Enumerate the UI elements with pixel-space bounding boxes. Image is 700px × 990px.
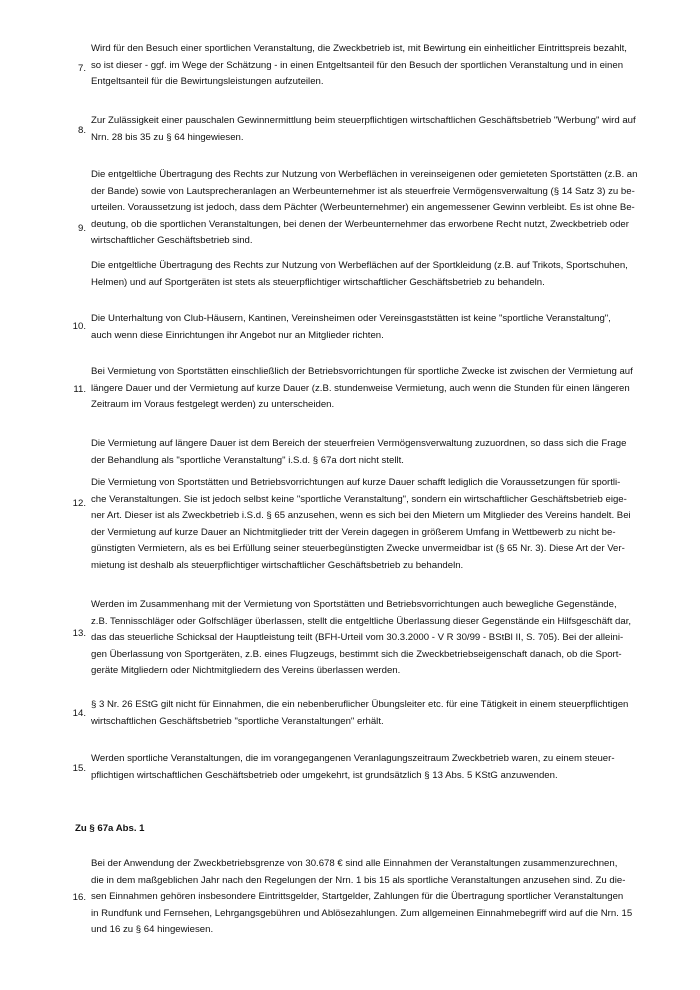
text-line: Zur Zulässigkeit einer pauschalen Gewinnermittlung beim steuerpflichtigen wirtschaftlichen Geschäftsbetrieb "Werbung" wird auf bbox=[91, 115, 636, 126]
text-line: Entgeltsanteil für die Bewirtungsleistungen aufzuteilen. bbox=[91, 76, 324, 87]
paragraph bbox=[91, 364, 633, 414]
text-line: längere Dauer und der Vermietung auf kurze Dauer (z.B. stundenweise Vermietung, auch wenn die Stunden für einen längeren bbox=[91, 382, 630, 394]
text-line: Werden im Zusammenhang mit der Vermietung von Sportstätten und Betriebsvorrichtungen auch bewegliche Gegenstände, bbox=[91, 599, 617, 610]
paragraph bbox=[91, 41, 627, 91]
item-number: 12. bbox=[72, 498, 86, 509]
paragraph bbox=[91, 311, 619, 344]
text-line: Die Vermietung von Sportstätten und Betriebsvorrichtungen auf kurze Dauer schafft lediglich die Voraussetzungen für sportli- bbox=[91, 477, 621, 488]
text-line: Die Vermietung auf längere Dauer ist dem Bereich der steuerfreien Vermögensverwaltung zuzuordnen, so dass sich die Frage bbox=[91, 438, 627, 449]
text-line: Die entgeltliche Übertragung des Rechts zur Nutzung von Werbeflächen auf der Sportkleidung (z.B. auf Trikots, Sportschuhen, bbox=[91, 260, 628, 271]
item-number: 14. bbox=[72, 708, 86, 719]
text-line: der Vermietung auf kurze Dauer an Nichtmitglieder tritt der Verein dagegen in größerem Umfang in Wettbewerb zu nicht be- bbox=[91, 526, 616, 538]
text-line: sen Einnahmen gehören insbesondere Eintrittsgelder, Startgelder, Zahlungen für die Übertragung sportlicher Veranstaltungen bbox=[91, 891, 624, 902]
paragraph bbox=[91, 258, 628, 291]
text-line: Werden sportliche Veranstaltungen, die im vorangegangenen Veranlagungszeitraum Zweckbetrieb waren, zu einem steuer- bbox=[91, 753, 615, 764]
item-number: 10. bbox=[72, 321, 86, 332]
text-line: Nrn. 28 bis 35 zu § 64 hingewiesen. bbox=[91, 131, 244, 143]
text-line: Zeitraum im Voraus festgelegt werden) zu unterscheiden. bbox=[91, 399, 335, 410]
text-line: geräte Mitgliedern oder Nichtmitgliedern des Vereins überlassen werden. bbox=[91, 665, 401, 676]
item-number: 13. bbox=[72, 628, 86, 639]
text-line: Die entgeltliche Übertragung des Rechts zur Nutzung von Werbeflächen in vereinseigenen oder gemieteten Sportstätten (z.B. an bbox=[91, 169, 638, 180]
paragraph bbox=[91, 751, 619, 784]
text-line: ner Art. Dieser ist als Zweckbetrieb i.S.d. § 65 anzusehen, wenn es sich bei den Mietern um Mitglieder des Vereins handelt. Bei bbox=[91, 510, 631, 521]
paragraph bbox=[91, 597, 632, 680]
text-line: die in dem maßgeblichen Jahr nach den Regelungen der Nrn. 1 bis 15 als sportliche Veranstaltungen anzusehen sind. Zu die- bbox=[91, 874, 626, 886]
paragraph bbox=[91, 697, 629, 730]
text-line: auch wenn diese Einrichtungen ihr Angebot nur an Mitglieder richten. bbox=[91, 329, 384, 341]
text-line: urteilen. Voraussetzung ist jedoch, dass dem Pächter (Werbeunternehmer) ein angemessener Gewinn verbleibt. Es ist ohne Be- bbox=[91, 202, 635, 213]
text-line: che Veranstaltungen. Sie ist jedoch selbst keine "sportliche Veranstaltung", sondern ein wirtschaftlicher Geschäftsbetrieb eige- bbox=[91, 493, 627, 505]
text-line: Helmen) und auf Sportgeräten ist stets als steuerpflichtiger wirtschaftlicher Geschäftsbetrieb zu behandeln. bbox=[91, 276, 545, 288]
text-line: wirtschaftlicher Geschäftsbetrieb sind. bbox=[91, 235, 253, 246]
text-line: das das steuerliche Schicksal der Hauptleistung teilt (BFH-Urteil vom 30.3.2000 - V R 30/99 - BStBl II, S. 705). Bei der alleini- bbox=[91, 632, 624, 643]
text-line: günstigten Vermietern, als es bei Erfüllung seiner steuerbegünstigten Zwecke unvermeidbar ist (§ 65 Nr. 3). Diese Art der Ver- bbox=[91, 543, 625, 554]
paragraph bbox=[91, 167, 638, 250]
text-line: Wird für den Besuch einer sportlichen Veranstaltung, die Zweckbetrieb ist, mit Bewirtung ein einheitlicher Eintrittspreis bezahlt, bbox=[91, 43, 627, 54]
text-line: mietung ist deshalb als steuerpflichtiger wirtschaftlicher Geschäftsbetrieb zu behandeln. bbox=[91, 559, 464, 571]
paragraph bbox=[91, 475, 631, 574]
item-number: 8. bbox=[77, 125, 86, 136]
paragraph bbox=[91, 436, 627, 469]
text-line: so ist dieser - ggf. im Wege der Schätzung - in einen Entgeltsanteil für den Besuch der sportlichen Veranstaltung und in einen bbox=[91, 59, 624, 71]
text-line: der Behandlung als "sportliche Veranstaltung" i.S.d. § 67a dort nicht stellt. bbox=[91, 454, 404, 466]
paragraph bbox=[91, 856, 633, 939]
text-line: z.B. Tennisschläger oder Golfschläger überlassen, stellt die entgeltliche Überlassung dieser Gegenstände ein Hilfsgeschäft dar, bbox=[91, 615, 632, 627]
text-line: pflichtigen wirtschaftlichen Geschäftsbetrieb oder umgekehrt, ist grundsätzlich § 13 Abs. 5 KStG anzuwenden. bbox=[91, 769, 558, 781]
section-heading: Zu § 67a Abs. 1 bbox=[75, 823, 145, 834]
item-number: 9. bbox=[77, 223, 86, 234]
text-line: wirtschaftlichen Geschäftsbetrieb "sportliche Veranstaltungen" erhält. bbox=[91, 715, 384, 727]
text-line: § 3 Nr. 26 EStG gilt nicht für Einnahmen, die ein nebenberuflicher Übungsleiter etc. für eine Tätigkeit in einem steuerpflichtigen bbox=[91, 699, 629, 710]
text-line: deutung, ob die sportlichen Veranstaltungen, bei denen der Werbeunternehmer das erworbene Recht nutzt, Zweckbetrieb oder bbox=[91, 218, 629, 230]
item-number: 11. bbox=[73, 384, 86, 395]
text-line: der Bande) sowie von Lautsprecheranlagen an Werbeunternehmer ist als steuerfreie Vermögensverwaltung (§ 14 Satz 3) zu be- bbox=[91, 185, 635, 197]
text-line: Die Unterhaltung von Club-Häusern, Kantinen, Vereinsheimen oder Vereinsgaststätten ist keine "sportliche Veranstaltung", bbox=[91, 313, 611, 324]
item-number: 15. bbox=[72, 763, 86, 774]
item-number: 16. bbox=[72, 892, 86, 903]
text-line: gen Überlassung von Sportgeräten, z.B. eines Flugzeugs, bestimmt sich die Zweckbetriebseigenschaft danach, ob die Sport- bbox=[91, 648, 622, 660]
item-number: 7. bbox=[77, 63, 86, 74]
text-line: Bei der Anwendung der Zweckbetriebsgrenze von 30.678 € sind alle Einnahmen der Veranstaltungen zusammenzurechnen, bbox=[91, 858, 618, 869]
text-line: Bei Vermietung von Sportstätten einschließlich der Betriebsvorrichtungen für sportliche Zwecke ist zwischen der Vermietung auf bbox=[91, 366, 633, 377]
text-line: in Rundfunk und Fernsehen, Lehrgangsgebühren und Ablösezahlungen. Zum allgemeinen Einnahmebegriff wird auf die Nrn. 15 bbox=[91, 907, 633, 919]
text-line: und 16 zu § 64 hingewiesen. bbox=[91, 924, 214, 935]
paragraph bbox=[91, 113, 636, 146]
